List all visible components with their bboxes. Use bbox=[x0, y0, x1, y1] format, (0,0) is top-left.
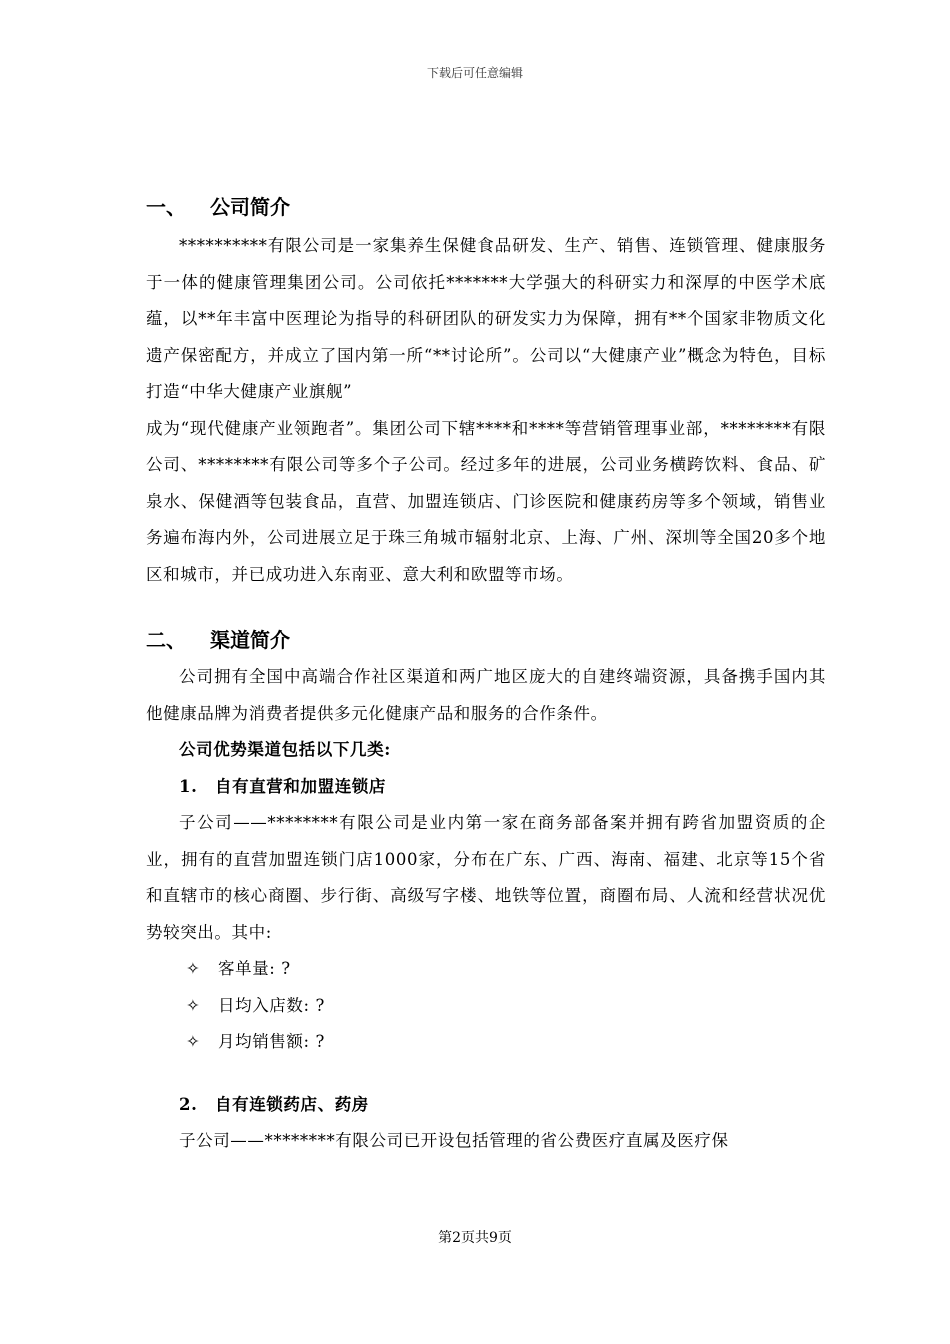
section-number: 一、 bbox=[146, 195, 186, 219]
list-item bbox=[146, 988, 826, 1025]
subsection-heading-own-pharmacies bbox=[146, 1087, 826, 1124]
section-heading-company-intro bbox=[146, 190, 826, 224]
company-intro-paragraph-continued: 成为“现代健康产业领跑者”。集团公司下辖****和****等营销管理事业部，********有限公司、********有限公司等多个子公司。经过多年的进展，公司业务横跨饮料、食品、矿泉水、保健酒等包装食品，直营、加盟连锁店、门诊医院和健康药房等多个领域，销售业务遍布海内外，公司进展立足于珠三角城市辐射北京、上海、广州、深圳等全国20多个地区和城市，并已成功进入东南亚、意大利和欧盟等市场。 bbox=[146, 418, 826, 584]
diamond-bullet-icon: ✧ bbox=[186, 1032, 201, 1051]
own-stores-paragraph: 子公司——********有限公司是业内第一家在商务部备案并拥有跨省加盟资质的企业，拥有的直营加盟连锁门店1000家，分布在广东、广西、海南、福建、北京等15个省和直辖市的核心商圈、步行街、高级写字楼、地铁等位置，商圈布局、人流和经营状况优势较突出。其中: bbox=[146, 813, 826, 942]
section-title: 渠道简介 bbox=[210, 628, 290, 652]
company-intro-paragraph: **********有限公司是一家集养生保健食品研发、生产、销售、连锁管理、健康服务于一体的健康管理集团公司。公司依托*******大学强大的科研实力和深厚的中医学术底蕴，以**年丰富中医理论为指导的科研团队的研发实力为保障，拥有**个国家非物质文化遗产保密配方，并成立了国内第一所“**讨论所”。公司以“大健康产业”概念为特色，目标打造“中华大健康产业旗舰” bbox=[146, 236, 826, 401]
subsection-heading-own-stores bbox=[146, 769, 826, 806]
subsection-number: 1. bbox=[179, 776, 198, 796]
subsection-title: 自有连锁药店、药房 bbox=[215, 1094, 369, 1114]
list-item bbox=[146, 951, 826, 988]
diamond-bullet-icon: ✧ bbox=[186, 959, 201, 978]
section-heading-channel-intro bbox=[146, 623, 826, 657]
page-header: 下载后可任意编辑 bbox=[426, 66, 523, 80]
subsection-title: 自有直营和加盟连锁店 bbox=[215, 776, 386, 796]
diamond-bullet-icon: ✧ bbox=[186, 995, 201, 1015]
own-pharmacies-paragraph: 子公司——********有限公司已开设包括管理的省公费医疗直属及医疗保 bbox=[179, 1131, 729, 1150]
channel-intro-paragraph: 公司拥有全国中高端合作社区渠道和两广地区庞大的自建终端资源，具备携手国内其他健康品牌为消费者提供多元化健康产品和服务的合作条件。 bbox=[146, 667, 826, 723]
bullet-text: 日均入店数: ? bbox=[218, 995, 325, 1015]
subsection-number: 2. bbox=[179, 1094, 198, 1114]
section-number: 二、 bbox=[146, 628, 186, 652]
bullet-text: 月均销售额: ? bbox=[218, 1032, 325, 1051]
document-body bbox=[146, 190, 826, 1160]
section-title: 公司简介 bbox=[210, 195, 290, 219]
list-item bbox=[146, 1024, 826, 1061]
page-number-footer: 第2页共9页 bbox=[438, 1230, 512, 1246]
advantage-channels-line: 公司优势渠道包括以下几类: bbox=[179, 740, 391, 759]
bullet-text: 客单量: ? bbox=[218, 959, 291, 978]
store-metrics-list bbox=[146, 951, 826, 1061]
